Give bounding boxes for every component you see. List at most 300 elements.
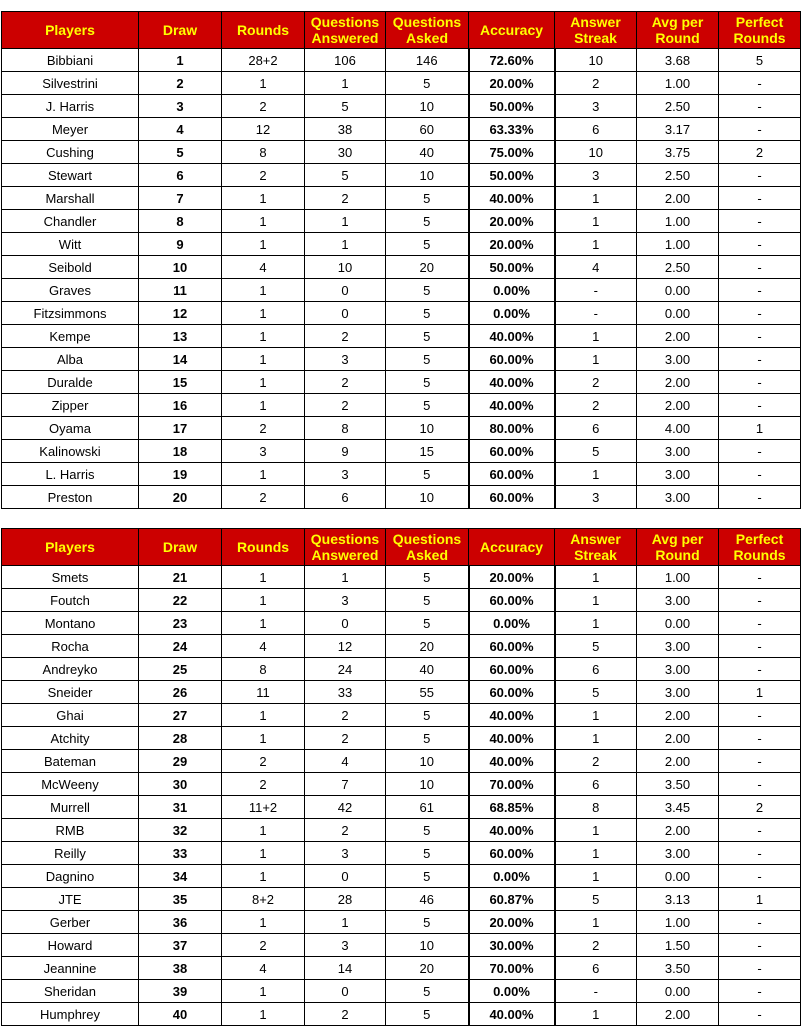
cell-accuracy: 60.00% xyxy=(469,842,555,865)
cell-perfect-rounds: - xyxy=(719,210,801,233)
cell-avg-per-round: 3.00 xyxy=(637,463,719,486)
cell-avg-per-round: 2.00 xyxy=(637,1003,719,1026)
cell-questions-asked: 10 xyxy=(386,95,469,118)
cell-answer-streak: 4 xyxy=(555,256,637,279)
cell-questions-answered: 33 xyxy=(305,681,386,704)
table-row xyxy=(2,750,801,773)
cell-draw: 21 xyxy=(139,566,222,589)
cell-draw: 2 xyxy=(139,72,222,95)
cell-avg-per-round: 3.45 xyxy=(637,796,719,819)
cell-accuracy: 68.85% xyxy=(469,796,555,819)
cell-rounds: 1 xyxy=(222,187,305,210)
cell-perfect-rounds: - xyxy=(719,934,801,957)
cell-draw: 28 xyxy=(139,727,222,750)
cell-draw: 14 xyxy=(139,348,222,371)
cell-rounds: 2 xyxy=(222,486,305,509)
cell-rounds: 11 xyxy=(222,681,305,704)
cell-players: Kalinowski xyxy=(2,440,139,463)
table-row xyxy=(2,704,801,727)
cell-perfect-rounds: - xyxy=(719,819,801,842)
cell-players: Murrell xyxy=(2,796,139,819)
cell-rounds: 8 xyxy=(222,658,305,681)
cell-accuracy: 0.00% xyxy=(469,302,555,325)
cell-accuracy: 60.00% xyxy=(469,486,555,509)
table-row xyxy=(2,49,801,72)
cell-players: Sneider xyxy=(2,681,139,704)
cell-rounds: 1 xyxy=(222,210,305,233)
cell-questions-asked: 5 xyxy=(386,210,469,233)
cell-accuracy: 60.00% xyxy=(469,463,555,486)
cell-answer-streak: 2 xyxy=(555,934,637,957)
cell-players: Atchity xyxy=(2,727,139,750)
cell-answer-streak: 1 xyxy=(555,463,637,486)
cell-answer-streak: 1 xyxy=(555,325,637,348)
cell-perfect-rounds: - xyxy=(719,957,801,980)
cell-questions-answered: 7 xyxy=(305,773,386,796)
cell-draw: 12 xyxy=(139,302,222,325)
cell-players: Oyama xyxy=(2,417,139,440)
cell-rounds: 2 xyxy=(222,934,305,957)
cell-accuracy: 40.00% xyxy=(469,704,555,727)
cell-questions-asked: 5 xyxy=(386,371,469,394)
cell-draw: 31 xyxy=(139,796,222,819)
cell-perfect-rounds: - xyxy=(719,589,801,612)
table-row xyxy=(2,658,801,681)
cell-accuracy: 60.00% xyxy=(469,440,555,463)
table-row xyxy=(2,796,801,819)
cell-accuracy: 60.00% xyxy=(469,589,555,612)
cell-questions-answered: 3 xyxy=(305,348,386,371)
header-questions-asked: Questions Asked xyxy=(386,12,469,49)
cell-draw: 13 xyxy=(139,325,222,348)
table-row xyxy=(2,865,801,888)
table-row xyxy=(2,164,801,187)
cell-players: Foutch xyxy=(2,589,139,612)
cell-accuracy: 40.00% xyxy=(469,394,555,417)
cell-questions-asked: 5 xyxy=(386,865,469,888)
table-row xyxy=(2,118,801,141)
cell-answer-streak: 5 xyxy=(555,440,637,463)
cell-questions-asked: 5 xyxy=(386,233,469,256)
header-questions-answered: Questions Answered xyxy=(305,529,386,566)
cell-players: Sheridan xyxy=(2,980,139,1003)
cell-perfect-rounds: - xyxy=(719,463,801,486)
cell-answer-streak: 8 xyxy=(555,796,637,819)
cell-accuracy: 20.00% xyxy=(469,210,555,233)
cell-avg-per-round: 3.00 xyxy=(637,842,719,865)
cell-accuracy: 50.00% xyxy=(469,164,555,187)
cell-perfect-rounds: - xyxy=(719,348,801,371)
table-row xyxy=(2,612,801,635)
cell-questions-asked: 10 xyxy=(386,934,469,957)
header-questions-answered: Questions Answered xyxy=(305,12,386,49)
cell-questions-asked: 5 xyxy=(386,566,469,589)
cell-questions-answered: 2 xyxy=(305,371,386,394)
cell-players: Rocha xyxy=(2,635,139,658)
table-row xyxy=(2,233,801,256)
cell-players: Duralde xyxy=(2,371,139,394)
cell-accuracy: 0.00% xyxy=(469,279,555,302)
table-row xyxy=(2,440,801,463)
cell-rounds: 8 xyxy=(222,141,305,164)
cell-questions-asked: 5 xyxy=(386,911,469,934)
cell-accuracy: 63.33% xyxy=(469,118,555,141)
cell-avg-per-round: 3.00 xyxy=(637,681,719,704)
cell-players: Bateman xyxy=(2,750,139,773)
cell-perfect-rounds: - xyxy=(719,302,801,325)
cell-perfect-rounds: - xyxy=(719,773,801,796)
table-body xyxy=(2,49,801,509)
table-row xyxy=(2,187,801,210)
cell-draw: 5 xyxy=(139,141,222,164)
table-row xyxy=(2,279,801,302)
cell-questions-answered: 2 xyxy=(305,727,386,750)
cell-answer-streak: 6 xyxy=(555,658,637,681)
header-draw: Draw xyxy=(139,529,222,566)
cell-rounds: 1 xyxy=(222,463,305,486)
cell-answer-streak: 3 xyxy=(555,486,637,509)
cell-questions-answered: 28 xyxy=(305,888,386,911)
cell-avg-per-round: 3.00 xyxy=(637,440,719,463)
cell-avg-per-round: 3.00 xyxy=(637,348,719,371)
cell-draw: 23 xyxy=(139,612,222,635)
cell-accuracy: 50.00% xyxy=(469,95,555,118)
cell-rounds: 1 xyxy=(222,348,305,371)
cell-rounds: 1 xyxy=(222,980,305,1003)
table-row xyxy=(2,888,801,911)
header-players: Players xyxy=(2,529,139,566)
header-answer-streak: Answer Streak xyxy=(555,12,637,49)
cell-questions-asked: 5 xyxy=(386,325,469,348)
cell-rounds: 4 xyxy=(222,256,305,279)
cell-rounds: 1 xyxy=(222,325,305,348)
cell-accuracy: 40.00% xyxy=(469,819,555,842)
cell-questions-asked: 20 xyxy=(386,957,469,980)
cell-questions-asked: 61 xyxy=(386,796,469,819)
cell-questions-asked: 5 xyxy=(386,463,469,486)
cell-questions-asked: 5 xyxy=(386,842,469,865)
cell-rounds: 1 xyxy=(222,566,305,589)
cell-questions-asked: 20 xyxy=(386,635,469,658)
table-row xyxy=(2,95,801,118)
cell-players: JTE xyxy=(2,888,139,911)
cell-rounds: 1 xyxy=(222,589,305,612)
cell-questions-answered: 42 xyxy=(305,796,386,819)
cell-questions-answered: 2 xyxy=(305,819,386,842)
cell-questions-asked: 10 xyxy=(386,773,469,796)
cell-perfect-rounds: 2 xyxy=(719,796,801,819)
cell-questions-answered: 2 xyxy=(305,704,386,727)
cell-questions-asked: 5 xyxy=(386,302,469,325)
cell-avg-per-round: 3.50 xyxy=(637,773,719,796)
cell-rounds: 1 xyxy=(222,394,305,417)
cell-rounds: 12 xyxy=(222,118,305,141)
cell-questions-asked: 5 xyxy=(386,704,469,727)
table-row xyxy=(2,773,801,796)
cell-questions-asked: 5 xyxy=(386,589,469,612)
cell-questions-answered: 3 xyxy=(305,842,386,865)
cell-perfect-rounds: - xyxy=(719,704,801,727)
table-row xyxy=(2,589,801,612)
cell-answer-streak: 10 xyxy=(555,141,637,164)
table-row xyxy=(2,72,801,95)
cell-questions-answered: 9 xyxy=(305,440,386,463)
cell-answer-streak: - xyxy=(555,279,637,302)
cell-answer-streak: 1 xyxy=(555,612,637,635)
cell-questions-answered: 3 xyxy=(305,589,386,612)
header-questions-asked: Questions Asked xyxy=(386,529,469,566)
table-row xyxy=(2,635,801,658)
cell-questions-answered: 4 xyxy=(305,750,386,773)
table-row xyxy=(2,1003,801,1026)
cell-answer-streak: 1 xyxy=(555,911,637,934)
cell-questions-asked: 10 xyxy=(386,486,469,509)
cell-rounds: 8+2 xyxy=(222,888,305,911)
cell-draw: 29 xyxy=(139,750,222,773)
cell-questions-answered: 30 xyxy=(305,141,386,164)
cell-draw: 15 xyxy=(139,371,222,394)
cell-answer-streak: 1 xyxy=(555,842,637,865)
cell-answer-streak: 3 xyxy=(555,95,637,118)
cell-avg-per-round: 2.00 xyxy=(637,394,719,417)
cell-answer-streak: 1 xyxy=(555,210,637,233)
cell-accuracy: 60.00% xyxy=(469,348,555,371)
table-row xyxy=(2,681,801,704)
cell-answer-streak: 1 xyxy=(555,348,637,371)
cell-questions-answered: 0 xyxy=(305,612,386,635)
cell-accuracy: 0.00% xyxy=(469,980,555,1003)
cell-questions-asked: 5 xyxy=(386,394,469,417)
cell-perfect-rounds: - xyxy=(719,256,801,279)
cell-questions-answered: 1 xyxy=(305,72,386,95)
cell-questions-answered: 0 xyxy=(305,980,386,1003)
cell-players: Fitzsimmons xyxy=(2,302,139,325)
cell-accuracy: 40.00% xyxy=(469,750,555,773)
player-stats-table-2 xyxy=(1,528,801,1026)
cell-avg-per-round: 3.00 xyxy=(637,589,719,612)
cell-rounds: 11+2 xyxy=(222,796,305,819)
cell-answer-streak: 1 xyxy=(555,589,637,612)
cell-accuracy: 0.00% xyxy=(469,865,555,888)
cell-questions-answered: 24 xyxy=(305,658,386,681)
cell-players: Silvestrini xyxy=(2,72,139,95)
cell-perfect-rounds: - xyxy=(719,980,801,1003)
cell-players: Smets xyxy=(2,566,139,589)
cell-perfect-rounds: - xyxy=(719,842,801,865)
cell-rounds: 1 xyxy=(222,704,305,727)
header-draw: Draw xyxy=(139,12,222,49)
cell-questions-answered: 0 xyxy=(305,865,386,888)
cell-perfect-rounds: 1 xyxy=(719,681,801,704)
cell-rounds: 4 xyxy=(222,957,305,980)
header-rounds: Rounds xyxy=(222,12,305,49)
header-players: Players xyxy=(2,12,139,49)
cell-players: Gerber xyxy=(2,911,139,934)
cell-avg-per-round: 1.00 xyxy=(637,233,719,256)
cell-questions-answered: 10 xyxy=(305,256,386,279)
cell-avg-per-round: 2.50 xyxy=(637,256,719,279)
cell-rounds: 2 xyxy=(222,417,305,440)
cell-accuracy: 40.00% xyxy=(469,727,555,750)
cell-perfect-rounds: - xyxy=(719,1003,801,1026)
cell-accuracy: 70.00% xyxy=(469,957,555,980)
cell-draw: 8 xyxy=(139,210,222,233)
cell-questions-answered: 1 xyxy=(305,911,386,934)
cell-accuracy: 72.60% xyxy=(469,49,555,72)
cell-accuracy: 20.00% xyxy=(469,72,555,95)
cell-perfect-rounds: - xyxy=(719,612,801,635)
cell-rounds: 1 xyxy=(222,302,305,325)
cell-draw: 32 xyxy=(139,819,222,842)
cell-players: Ghai xyxy=(2,704,139,727)
table-row xyxy=(2,486,801,509)
cell-rounds: 1 xyxy=(222,72,305,95)
cell-avg-per-round: 3.17 xyxy=(637,118,719,141)
cell-draw: 25 xyxy=(139,658,222,681)
cell-avg-per-round: 0.00 xyxy=(637,865,719,888)
cell-questions-asked: 146 xyxy=(386,49,469,72)
cell-avg-per-round: 2.50 xyxy=(637,95,719,118)
cell-perfect-rounds: 1 xyxy=(719,417,801,440)
table-row xyxy=(2,325,801,348)
header-accuracy: Accuracy xyxy=(469,529,555,566)
cell-players: Humphrey xyxy=(2,1003,139,1026)
cell-questions-asked: 10 xyxy=(386,417,469,440)
table-header xyxy=(2,529,801,566)
header-rounds: Rounds xyxy=(222,529,305,566)
cell-perfect-rounds: - xyxy=(719,394,801,417)
cell-questions-asked: 55 xyxy=(386,681,469,704)
cell-questions-answered: 0 xyxy=(305,279,386,302)
cell-perfect-rounds: - xyxy=(719,325,801,348)
cell-avg-per-round: 1.00 xyxy=(637,911,719,934)
cell-players: Reilly xyxy=(2,842,139,865)
cell-accuracy: 40.00% xyxy=(469,187,555,210)
cell-draw: 33 xyxy=(139,842,222,865)
cell-avg-per-round: 0.00 xyxy=(637,279,719,302)
cell-questions-asked: 46 xyxy=(386,888,469,911)
table-row xyxy=(2,911,801,934)
cell-players: Dagnino xyxy=(2,865,139,888)
cell-perfect-rounds: - xyxy=(719,72,801,95)
cell-avg-per-round: 3.00 xyxy=(637,658,719,681)
cell-perfect-rounds: 1 xyxy=(719,888,801,911)
cell-avg-per-round: 1.50 xyxy=(637,934,719,957)
cell-perfect-rounds: 2 xyxy=(719,141,801,164)
cell-draw: 37 xyxy=(139,934,222,957)
cell-perfect-rounds: - xyxy=(719,865,801,888)
cell-answer-streak: - xyxy=(555,302,637,325)
cell-avg-per-round: 2.50 xyxy=(637,164,719,187)
cell-perfect-rounds: - xyxy=(719,635,801,658)
header-answer-streak: Answer Streak xyxy=(555,529,637,566)
cell-draw: 19 xyxy=(139,463,222,486)
cell-questions-asked: 10 xyxy=(386,750,469,773)
table-row xyxy=(2,210,801,233)
cell-draw: 11 xyxy=(139,279,222,302)
cell-questions-answered: 1 xyxy=(305,566,386,589)
cell-perfect-rounds: - xyxy=(719,95,801,118)
cell-players: Andreyko xyxy=(2,658,139,681)
cell-players: RMB xyxy=(2,819,139,842)
cell-players: Witt xyxy=(2,233,139,256)
header-row xyxy=(2,529,801,566)
table-row xyxy=(2,348,801,371)
cell-accuracy: 30.00% xyxy=(469,934,555,957)
cell-accuracy: 70.00% xyxy=(469,773,555,796)
cell-questions-answered: 2 xyxy=(305,1003,386,1026)
cell-accuracy: 40.00% xyxy=(469,325,555,348)
cell-accuracy: 20.00% xyxy=(469,233,555,256)
header-perfect-rounds: Perfect Rounds xyxy=(719,529,801,566)
cell-questions-asked: 5 xyxy=(386,612,469,635)
cell-perfect-rounds: - xyxy=(719,911,801,934)
cell-perfect-rounds: - xyxy=(719,750,801,773)
cell-perfect-rounds: - xyxy=(719,658,801,681)
cell-draw: 18 xyxy=(139,440,222,463)
cell-avg-per-round: 2.00 xyxy=(637,819,719,842)
cell-players: Alba xyxy=(2,348,139,371)
cell-questions-answered: 2 xyxy=(305,394,386,417)
cell-perfect-rounds: - xyxy=(719,727,801,750)
table-row xyxy=(2,463,801,486)
table-row xyxy=(2,256,801,279)
header-accuracy: Accuracy xyxy=(469,12,555,49)
cell-draw: 1 xyxy=(139,49,222,72)
cell-questions-asked: 20 xyxy=(386,256,469,279)
cell-draw: 34 xyxy=(139,865,222,888)
cell-draw: 17 xyxy=(139,417,222,440)
cell-players: Jeannine xyxy=(2,957,139,980)
cell-accuracy: 75.00% xyxy=(469,141,555,164)
cell-players: Meyer xyxy=(2,118,139,141)
cell-players: Marshall xyxy=(2,187,139,210)
cell-answer-streak: 2 xyxy=(555,72,637,95)
cell-perfect-rounds: - xyxy=(719,566,801,589)
cell-draw: 4 xyxy=(139,118,222,141)
cell-rounds: 2 xyxy=(222,95,305,118)
cell-accuracy: 60.00% xyxy=(469,658,555,681)
cell-draw: 24 xyxy=(139,635,222,658)
cell-questions-answered: 3 xyxy=(305,934,386,957)
cell-answer-streak: 6 xyxy=(555,773,637,796)
cell-perfect-rounds: - xyxy=(719,118,801,141)
cell-perfect-rounds: - xyxy=(719,279,801,302)
cell-avg-per-round: 2.00 xyxy=(637,371,719,394)
cell-draw: 39 xyxy=(139,980,222,1003)
cell-draw: 38 xyxy=(139,957,222,980)
cell-draw: 26 xyxy=(139,681,222,704)
cell-questions-asked: 5 xyxy=(386,279,469,302)
cell-answer-streak: 1 xyxy=(555,1003,637,1026)
cell-questions-answered: 38 xyxy=(305,118,386,141)
cell-rounds: 1 xyxy=(222,279,305,302)
table-row xyxy=(2,842,801,865)
cell-avg-per-round: 1.00 xyxy=(637,72,719,95)
header-perfect-rounds: Perfect Rounds xyxy=(719,12,801,49)
cell-avg-per-round: 1.00 xyxy=(637,210,719,233)
cell-avg-per-round: 2.00 xyxy=(637,750,719,773)
cell-questions-answered: 1 xyxy=(305,210,386,233)
cell-perfect-rounds: - xyxy=(719,371,801,394)
cell-questions-answered: 106 xyxy=(305,49,386,72)
cell-answer-streak: 1 xyxy=(555,704,637,727)
cell-questions-asked: 5 xyxy=(386,1003,469,1026)
table-row xyxy=(2,302,801,325)
cell-questions-asked: 5 xyxy=(386,819,469,842)
cell-questions-answered: 5 xyxy=(305,164,386,187)
cell-answer-streak: 2 xyxy=(555,394,637,417)
